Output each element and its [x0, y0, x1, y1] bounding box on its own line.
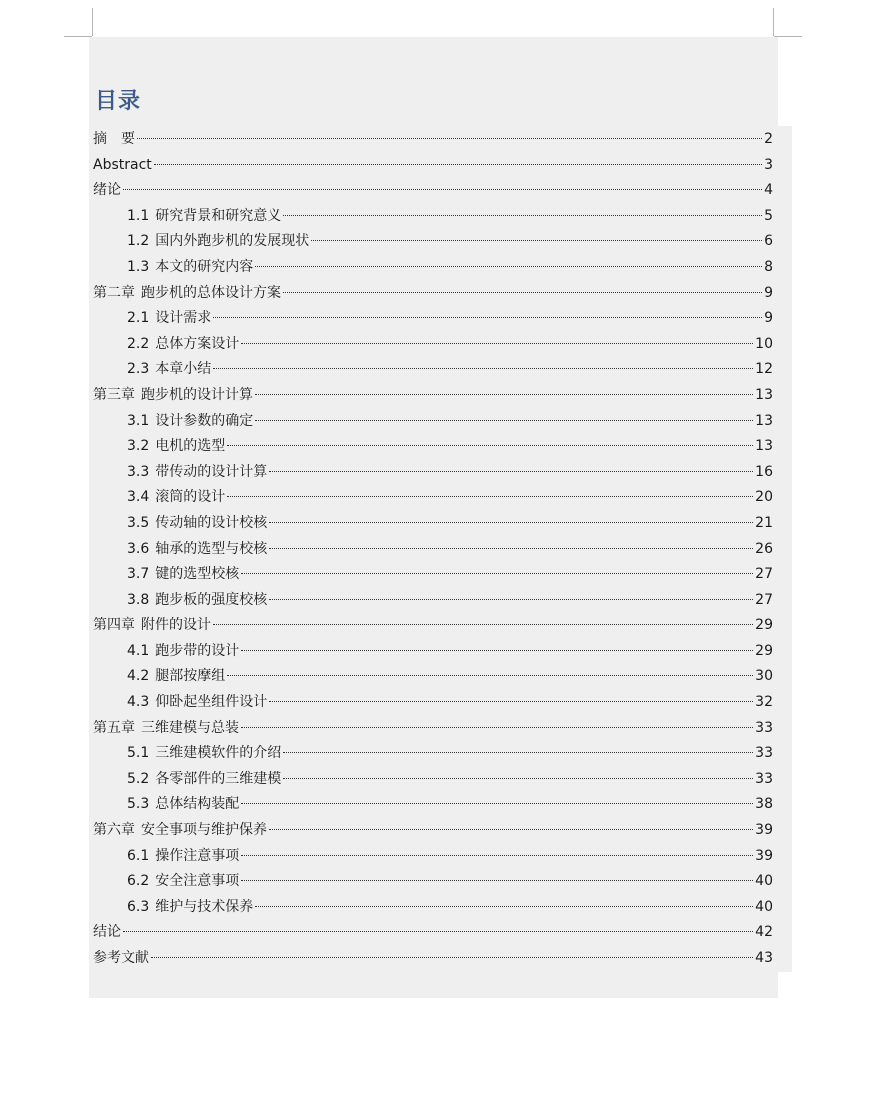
toc-dot-leader [213, 368, 753, 369]
toc-page-number: 3 [764, 156, 773, 173]
toc-entry-label [127, 639, 239, 665]
toc-dot-leader [241, 343, 753, 344]
toc-page-number: 33 [755, 770, 773, 787]
toc-entry-title: 传动轴的设计校核 [155, 514, 268, 531]
toc-entry-title: 国内外跑步机的发展现状 [155, 233, 310, 250]
toc-entry[interactable] [93, 588, 773, 614]
toc-dot-leader [154, 164, 762, 165]
toc-entry-title: 各零部件的三维建模 [155, 770, 282, 787]
crop-mark-top-right-vertical [773, 8, 774, 36]
toc-dot-leader [283, 778, 753, 779]
toc-entry-number: 3.2 [127, 438, 150, 455]
toc-page-number: 27 [755, 591, 773, 608]
toc-entry-number: 6.2 [127, 873, 150, 890]
toc-entry[interactable] [93, 690, 773, 716]
toc-entry-title: 跑步板的强度校核 [155, 591, 268, 608]
toc-dot-leader [241, 803, 753, 804]
toc-entry-label [127, 562, 239, 588]
toc-dot-leader [213, 624, 753, 625]
toc-dot-leader [255, 266, 762, 267]
toc-entry-number: 3.4 [127, 489, 150, 506]
toc-entry[interactable] [93, 664, 773, 690]
toc-entry-label [127, 767, 281, 793]
toc-entry-label [127, 306, 211, 332]
toc-entry-title: 跑步机的总体设计方案 [141, 284, 281, 301]
toc-page-number: 20 [755, 489, 773, 506]
toc-entry[interactable] [93, 383, 773, 409]
toc-entry[interactable] [93, 767, 773, 793]
toc-entry-number: 6.1 [127, 847, 150, 864]
toc-page-number: 40 [755, 873, 773, 890]
toc-dot-leader [255, 420, 753, 421]
toc-page-number: 33 [755, 719, 773, 736]
toc-entry-label [93, 716, 239, 742]
toc-page-number: 9 [764, 310, 773, 327]
toc-entry-title: 跑步带的设计 [155, 642, 240, 659]
toc-entry-label [127, 869, 239, 895]
toc-dot-leader [227, 496, 753, 497]
toc-page-number: 27 [755, 566, 773, 583]
toc-dot-leader [269, 522, 753, 523]
toc-entry-label [127, 409, 253, 435]
toc-entry-title: 维护与技术保养 [155, 898, 254, 915]
toc-entry-label [93, 818, 267, 844]
toc-page-number: 30 [755, 668, 773, 685]
toc-entry-title: 总体结构装配 [155, 796, 240, 813]
toc-entry-label [127, 741, 281, 767]
toc-entry-title: 带传动的设计计算 [155, 463, 268, 480]
toc-entry-number: 1.2 [127, 233, 150, 250]
toc-entry[interactable] [93, 204, 773, 230]
toc-entry-title: 附件的设计 [141, 617, 211, 634]
toc-entry[interactable] [93, 409, 773, 435]
toc-entry[interactable] [93, 229, 773, 255]
toc-page-number: 21 [755, 514, 773, 531]
toc-entry-title: 轴承的选型与校核 [155, 540, 268, 557]
toc-entry-number: 2.1 [127, 310, 150, 327]
toc-entry-number: 3.7 [127, 566, 150, 583]
toc-entry-title: 研究背景和研究意义 [155, 207, 282, 224]
toc-page-number: 5 [764, 207, 773, 224]
toc-entry-label [127, 690, 267, 716]
toc-entry[interactable] [93, 460, 773, 486]
toc-dot-leader [137, 138, 762, 139]
toc-entry-number: 第四章 [93, 617, 135, 634]
toc-entry-label [93, 920, 121, 946]
toc-title: 目录 [95, 88, 142, 114]
toc-entry-number: 1.3 [127, 258, 150, 275]
toc-entry[interactable] [93, 946, 773, 972]
toc-page-number: 13 [755, 386, 773, 403]
toc-entry-number: 3.5 [127, 514, 150, 531]
toc-page-number: 6 [764, 233, 773, 250]
toc-entry-title: 安全注意事项 [155, 873, 240, 890]
toc-entry-label [93, 946, 149, 972]
toc-entry-label [127, 357, 211, 383]
toc-entry-label [127, 255, 253, 281]
toc-page-number: 26 [755, 540, 773, 557]
toc-dot-leader [269, 548, 753, 549]
toc-entry-label [127, 537, 267, 563]
crop-mark-top-left-horizontal [64, 36, 92, 37]
toc-dot-leader [311, 240, 762, 241]
toc-entry-title: 腿部按摩组 [155, 668, 226, 685]
toc-entry[interactable] [93, 511, 773, 537]
toc-dot-leader [241, 650, 753, 651]
toc-entry-number: 第三章 [93, 386, 135, 403]
toc-entry-label [127, 332, 239, 358]
toc-entry[interactable] [93, 613, 773, 639]
toc-entry-number: 第五章 [93, 719, 135, 736]
toc-page-number: 32 [755, 694, 773, 711]
toc-dot-leader [241, 727, 753, 728]
toc-field-shading-extension [778, 126, 792, 972]
toc-entry-label [127, 844, 239, 870]
toc-page-number: 13 [755, 412, 773, 429]
toc-page-number: 8 [764, 258, 773, 275]
toc-dot-leader [269, 701, 753, 702]
toc-entry[interactable] [93, 792, 773, 818]
toc-entry-number: 5.3 [127, 796, 150, 813]
toc-page-number: 43 [755, 950, 773, 966]
toc-entry-number: 4.2 [127, 668, 150, 685]
toc-entry-label [127, 895, 253, 921]
toc-page-number: 12 [755, 361, 773, 378]
toc-entry-label [127, 664, 225, 690]
toc-entry-label [93, 127, 135, 153]
toc-entry[interactable] [93, 434, 773, 460]
toc-page-number: 33 [755, 745, 773, 762]
toc-entry[interactable] [93, 741, 773, 767]
toc-page-number: 42 [755, 924, 773, 941]
toc-entry-title: 仰卧起坐组件设计 [155, 694, 268, 711]
toc-entry-number: 第二章 [93, 284, 135, 301]
toc-dot-leader [241, 855, 753, 856]
toc-page-number: 40 [755, 898, 773, 915]
toc-dot-leader [283, 752, 753, 753]
toc-entry-label [93, 178, 121, 204]
toc-entry[interactable] [93, 869, 773, 895]
toc-entry-number: 第六章 [93, 822, 135, 839]
toc-entry-title: 设计需求 [155, 310, 212, 327]
toc-entry-title: 三维建模与总装 [141, 719, 239, 736]
toc-entry-title: 参考文献 [93, 950, 149, 966]
toc-entry-title: 安全事项与维护保养 [141, 822, 267, 839]
toc-entry[interactable] [93, 332, 773, 358]
toc-entry[interactable] [93, 153, 773, 179]
toc-entry-title: 本章小结 [155, 361, 212, 378]
toc-entry-title: 总体方案设计 [155, 335, 240, 352]
toc-dot-leader [255, 394, 753, 395]
crop-mark-top-right-horizontal [774, 36, 802, 37]
toc-entry[interactable] [93, 306, 773, 332]
toc-entry-number: 2.2 [127, 335, 150, 352]
toc-entry-number: 3.1 [127, 412, 150, 429]
toc-entry[interactable] [93, 537, 773, 563]
toc-dot-leader [283, 215, 762, 216]
toc-entry-label [127, 460, 267, 486]
toc-page-number: 39 [755, 822, 773, 839]
toc-dot-leader [269, 471, 753, 472]
toc-entry-number: 5.1 [127, 745, 150, 762]
toc-entry-title: 操作注意事项 [155, 847, 240, 864]
toc-dot-leader [227, 675, 753, 676]
toc-entry-label [93, 281, 281, 307]
toc-entry[interactable] [93, 255, 773, 281]
toc-entry[interactable] [93, 818, 773, 844]
toc-page-number: 4 [764, 182, 773, 199]
toc-entry-title: 摘 要 [93, 131, 135, 147]
toc-entry-number: 4.1 [127, 642, 150, 659]
toc-entry-label [127, 485, 225, 511]
toc-entry[interactable] [93, 281, 773, 307]
toc-entry-label [127, 434, 225, 460]
toc-dot-leader [255, 906, 753, 907]
toc-entry[interactable] [93, 485, 773, 511]
toc-entry[interactable] [93, 716, 773, 742]
toc-entry-title: 绪论 [93, 182, 121, 199]
toc-entry-title: Abstract [93, 156, 152, 173]
toc-entry-title: 本文的研究内容 [155, 258, 254, 275]
toc-entry-label [127, 204, 281, 230]
toc-entry-number: 3.3 [127, 463, 150, 480]
toc-entry-title: 滚筒的设计 [155, 489, 226, 506]
toc-entry-label [93, 613, 211, 639]
toc-entry-title: 结论 [93, 924, 121, 941]
toc-entry-label [127, 588, 267, 614]
crop-mark-top-left-vertical [92, 8, 93, 36]
toc-dot-leader [283, 292, 762, 293]
toc-page-number: 10 [755, 335, 773, 352]
toc-page-number: 39 [755, 847, 773, 864]
toc-entry-title: 设计参数的确定 [155, 412, 254, 429]
toc-entry[interactable] [93, 895, 773, 921]
toc-dot-leader [269, 829, 753, 830]
toc-dot-leader [241, 573, 753, 574]
toc-entry-number: 4.3 [127, 694, 150, 711]
toc-page-number: 29 [755, 642, 773, 659]
toc-dot-leader [123, 189, 762, 190]
toc-list [93, 127, 773, 972]
toc-entry-number: 3.8 [127, 591, 150, 608]
toc-page-number: 9 [764, 284, 773, 301]
toc-entry[interactable] [93, 639, 773, 665]
toc-entry[interactable] [93, 844, 773, 870]
toc-entry-label [127, 229, 309, 255]
toc-entry-number: 2.3 [127, 361, 150, 378]
toc-entry-label [127, 792, 239, 818]
toc-entry[interactable] [93, 178, 773, 204]
toc-entry-number: 5.2 [127, 770, 150, 787]
toc-entry-label [93, 153, 152, 179]
toc-entry-label [127, 511, 267, 537]
toc-page-number: 2 [764, 131, 773, 147]
toc-dot-leader [269, 599, 753, 600]
toc-entry-number: 1.1 [127, 207, 150, 224]
toc-entry-number: 3.6 [127, 540, 150, 557]
toc-entry-label [93, 383, 253, 409]
toc-entry[interactable] [93, 562, 773, 588]
toc-dot-leader [213, 317, 762, 318]
toc-dot-leader [123, 931, 753, 932]
toc-dot-leader [241, 880, 753, 881]
toc-entry[interactable] [93, 127, 773, 153]
toc-entry[interactable] [93, 357, 773, 383]
toc-page-number: 29 [755, 617, 773, 634]
toc-entry-number: 6.3 [127, 898, 150, 915]
toc-page-number: 38 [755, 796, 773, 813]
toc-entry-title: 键的选型校核 [155, 566, 240, 583]
toc-entry[interactable] [93, 920, 773, 946]
toc-page-number: 16 [755, 463, 773, 480]
toc-dot-leader [151, 957, 753, 958]
toc-entry-title: 电机的选型 [155, 438, 226, 455]
toc-entry-title: 跑步机的设计计算 [141, 386, 253, 403]
toc-entry-title: 三维建模软件的介绍 [155, 745, 282, 762]
toc-page-number: 13 [755, 438, 773, 455]
toc-dot-leader [227, 445, 753, 446]
